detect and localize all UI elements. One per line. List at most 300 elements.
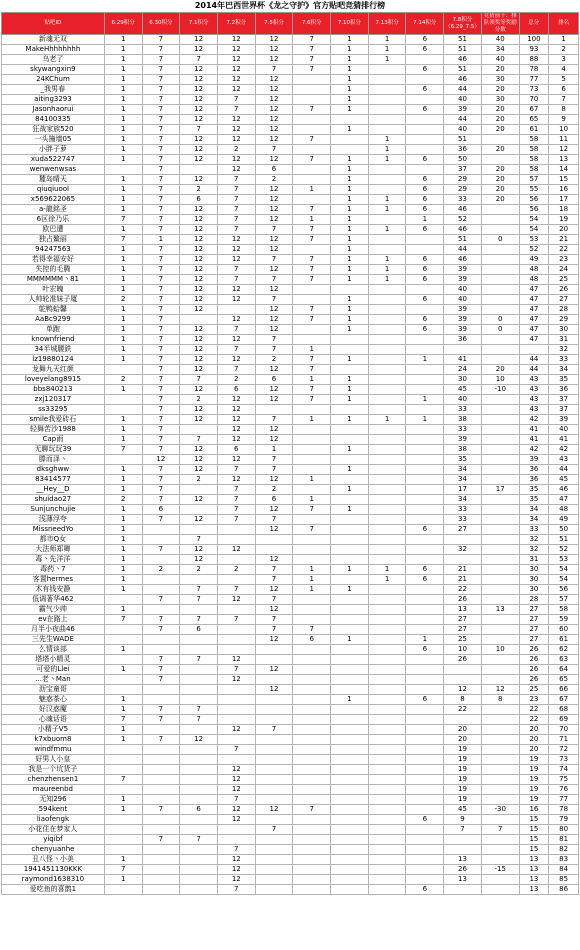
- table-cell: [444, 535, 482, 545]
- table-cell: 1: [104, 275, 142, 285]
- table-row: [2, 135, 579, 145]
- table-cell: [293, 75, 331, 85]
- user-id-cell: windfmmu: [2, 745, 105, 755]
- table-cell: [406, 605, 444, 615]
- table-cell: [104, 655, 142, 665]
- table-cell: -15: [481, 865, 519, 875]
- table-row: [2, 275, 579, 285]
- table-cell: [217, 705, 255, 715]
- table-cell: [368, 725, 406, 735]
- table-cell: 1: [331, 125, 369, 135]
- table-cell: [180, 795, 218, 805]
- table-cell: [406, 785, 444, 795]
- table-cell: [368, 215, 406, 225]
- table-cell: 11: [549, 135, 579, 145]
- table-cell: 12: [180, 545, 218, 555]
- table-body: [2, 35, 579, 895]
- table-cell: [293, 835, 331, 845]
- table-cell: 1: [104, 645, 142, 655]
- user-id-cell: 83414577: [2, 475, 105, 485]
- table-cell: [255, 765, 293, 775]
- table-cell: 7: [142, 495, 180, 505]
- table-cell: 12: [180, 135, 218, 145]
- column-header: 排名: [549, 13, 579, 35]
- table-cell: 12: [217, 315, 255, 325]
- table-cell: [142, 755, 180, 765]
- user-id-cell: 无知296: [2, 795, 105, 805]
- table-cell: 1: [104, 85, 142, 95]
- table-cell: 7: [217, 105, 255, 115]
- table-cell: [142, 695, 180, 705]
- table-cell: [481, 815, 519, 825]
- table-cell: [481, 415, 519, 425]
- table-cell: [444, 715, 482, 725]
- table-cell: 7: [293, 395, 331, 405]
- table-cell: [368, 395, 406, 405]
- table-cell: 53: [519, 235, 549, 245]
- table-cell: [368, 425, 406, 435]
- column-header: 总分: [519, 13, 549, 35]
- table-cell: 7: [142, 395, 180, 405]
- table-cell: 47: [519, 285, 549, 295]
- user-id-cell: lz19880124: [2, 355, 105, 365]
- table-cell: [217, 305, 255, 315]
- table-cell: [180, 725, 218, 735]
- table-cell: 43: [519, 375, 549, 385]
- table-cell: [255, 785, 293, 795]
- column-header: 竞猜前十、排队领奖等奖励分数: [481, 13, 519, 35]
- table-cell: 19: [519, 755, 549, 765]
- table-cell: 44: [519, 355, 549, 365]
- table-cell: [255, 745, 293, 755]
- table-cell: 2: [180, 475, 218, 485]
- table-cell: 12: [180, 75, 218, 85]
- table-cell: 39: [444, 275, 482, 285]
- table-cell: [180, 425, 218, 435]
- table-cell: 1: [331, 235, 369, 245]
- table-cell: 6: [255, 495, 293, 505]
- table-cell: 8: [549, 105, 579, 115]
- table-cell: 27: [444, 525, 482, 535]
- table-cell: 20: [481, 165, 519, 175]
- table-cell: [104, 625, 142, 635]
- table-cell: 12: [255, 215, 293, 225]
- table-cell: 20: [481, 365, 519, 375]
- table-row: [2, 375, 579, 385]
- table-cell: 34: [519, 505, 549, 515]
- table-cell: 7: [142, 485, 180, 495]
- table-cell: 13: [519, 885, 549, 895]
- table-cell: [180, 695, 218, 705]
- table-row: [2, 535, 579, 545]
- table-cell: 33: [549, 355, 579, 365]
- table-cell: 7: [142, 625, 180, 635]
- user-id-cell: 1941451130KKK: [2, 865, 105, 875]
- table-cell: 17: [549, 195, 579, 205]
- table-cell: 1: [331, 195, 369, 205]
- user-id-cell: qiuqiuool: [2, 185, 105, 195]
- table-row: [2, 385, 579, 395]
- table-cell: 1: [104, 555, 142, 565]
- table-row: [2, 655, 579, 665]
- table-cell: [481, 455, 519, 465]
- table-cell: 7: [217, 505, 255, 515]
- table-cell: 34: [481, 45, 519, 55]
- user-id-cell: 我是一个坑货子: [2, 765, 105, 775]
- table-cell: [368, 445, 406, 455]
- table-cell: [481, 525, 519, 535]
- table-cell: [481, 665, 519, 675]
- table-cell: 29: [444, 175, 482, 185]
- table-cell: [217, 825, 255, 835]
- table-cell: 34: [549, 365, 579, 375]
- table-cell: [406, 745, 444, 755]
- user-id-cell: 木有钱安静: [2, 585, 105, 595]
- table-cell: 6: [255, 375, 293, 385]
- table-cell: [368, 855, 406, 865]
- table-cell: 22: [519, 705, 549, 715]
- table-cell: [481, 475, 519, 485]
- table-cell: [481, 345, 519, 355]
- table-cell: [293, 665, 331, 675]
- table-cell: [481, 205, 519, 215]
- table-cell: [255, 855, 293, 865]
- user-id-cell: Jasonhaorui: [2, 105, 105, 115]
- table-cell: 1: [368, 45, 406, 55]
- user-id-cell: 新魂无双: [2, 35, 105, 45]
- table-cell: 19: [444, 795, 482, 805]
- table-row: [2, 715, 579, 725]
- table-cell: 12: [255, 265, 293, 275]
- table-cell: 25: [444, 635, 482, 645]
- table-cell: 12: [180, 295, 218, 305]
- table-cell: 20: [481, 65, 519, 75]
- table-cell: 7: [217, 345, 255, 355]
- table-cell: 12: [255, 35, 293, 45]
- user-id-cell: ss33295: [2, 405, 105, 415]
- table-cell: 7: [142, 655, 180, 665]
- table-cell: [368, 705, 406, 715]
- table-cell: [331, 555, 369, 565]
- table-cell: 7: [217, 845, 255, 855]
- table-cell: [368, 165, 406, 175]
- table-cell: 7: [255, 455, 293, 465]
- table-cell: 20: [444, 735, 482, 745]
- table-cell: 12: [180, 465, 218, 475]
- table-cell: 51: [444, 135, 482, 145]
- table-cell: [142, 825, 180, 835]
- table-cell: 7: [142, 545, 180, 555]
- column-header: 贴吧ID: [2, 13, 105, 35]
- table-cell: 1: [331, 385, 369, 395]
- table-row: [2, 55, 579, 65]
- table-cell: 1: [331, 325, 369, 335]
- table-cell: 1: [331, 75, 369, 85]
- table-cell: 52: [549, 545, 579, 555]
- table-cell: 52: [519, 245, 549, 255]
- user-id-cell: 鸵鸭蛤馨: [2, 305, 105, 315]
- table-cell: 7: [180, 535, 218, 545]
- table-cell: [293, 515, 331, 525]
- table-cell: 12: [255, 115, 293, 125]
- table-cell: [406, 135, 444, 145]
- table-row: [2, 885, 579, 895]
- table-cell: [368, 625, 406, 635]
- table-row: [2, 815, 579, 825]
- table-cell: 40: [444, 285, 482, 295]
- table-cell: 21: [549, 235, 579, 245]
- user-id-cell: 心魂话语: [2, 715, 105, 725]
- table-cell: 7: [217, 585, 255, 595]
- table-cell: 1: [331, 295, 369, 305]
- table-cell: 6: [406, 295, 444, 305]
- table-cell: 1: [104, 95, 142, 105]
- table-row: [2, 735, 579, 745]
- table-row: [2, 115, 579, 125]
- table-cell: 20: [481, 185, 519, 195]
- table-cell: 19: [519, 795, 549, 805]
- table-cell: 1: [406, 635, 444, 645]
- table-cell: 12: [255, 315, 293, 325]
- table-cell: 1: [368, 135, 406, 145]
- table-cell: 1: [368, 575, 406, 585]
- table-cell: 24: [549, 265, 579, 275]
- table-cell: [406, 55, 444, 65]
- table-cell: 1: [104, 75, 142, 85]
- table-cell: [368, 105, 406, 115]
- table-cell: 7: [217, 465, 255, 475]
- table-cell: [406, 95, 444, 105]
- table-cell: [104, 815, 142, 825]
- table-cell: [293, 755, 331, 765]
- table-cell: 7: [104, 615, 142, 625]
- table-row: [2, 495, 579, 505]
- table-cell: 82: [549, 845, 579, 855]
- table-cell: 1: [331, 55, 369, 65]
- table-cell: 12: [217, 455, 255, 465]
- table-cell: 7: [255, 625, 293, 635]
- table-cell: 59: [549, 615, 579, 625]
- table-cell: [406, 465, 444, 475]
- user-id-cell: skywangxin9: [2, 65, 105, 75]
- table-cell: 100: [519, 35, 549, 45]
- table-cell: 12: [180, 115, 218, 125]
- table-cell: 45: [549, 475, 579, 485]
- table-cell: 12: [217, 125, 255, 135]
- table-cell: [331, 135, 369, 145]
- table-cell: 47: [519, 305, 549, 315]
- table-cell: 15: [519, 815, 549, 825]
- table-cell: 1: [104, 575, 142, 585]
- table-cell: 39: [444, 325, 482, 335]
- table-cell: 54: [519, 215, 549, 225]
- user-id-cell: 都市Q女: [2, 535, 105, 545]
- table-cell: 76: [549, 785, 579, 795]
- table-cell: [406, 455, 444, 465]
- table-cell: 33: [444, 515, 482, 525]
- table-cell: 40: [549, 425, 579, 435]
- table-cell: [142, 535, 180, 545]
- table-cell: [293, 535, 331, 545]
- table-row: [2, 365, 579, 375]
- table-cell: [331, 885, 369, 895]
- table-cell: [180, 855, 218, 865]
- user-id-cell: 小胖子萝: [2, 145, 105, 155]
- table-cell: 7: [142, 675, 180, 685]
- table-cell: 12: [217, 765, 255, 775]
- table-cell: [255, 755, 293, 765]
- table-cell: [406, 495, 444, 505]
- table-cell: [217, 715, 255, 725]
- table-cell: 12: [217, 115, 255, 125]
- table-cell: [481, 765, 519, 775]
- table-row: [2, 65, 579, 75]
- table-cell: [406, 585, 444, 595]
- table-cell: [481, 705, 519, 715]
- table-cell: 40: [481, 35, 519, 45]
- table-cell: 1: [368, 265, 406, 275]
- table-cell: [368, 815, 406, 825]
- table-cell: [293, 825, 331, 835]
- table-cell: 2: [217, 145, 255, 155]
- table-cell: [368, 865, 406, 875]
- table-cell: 7: [142, 615, 180, 625]
- table-cell: 71: [549, 735, 579, 745]
- table-cell: 12: [217, 165, 255, 175]
- table-cell: 26: [549, 285, 579, 295]
- table-cell: 1: [104, 35, 142, 45]
- page-title: 2014年巴西世界杯《龙之守护》官方贴吧竞猜排行榜: [194, 1, 386, 10]
- table-cell: [331, 835, 369, 845]
- table-cell: [142, 845, 180, 855]
- table-cell: 7: [217, 485, 255, 495]
- table-cell: 27: [444, 615, 482, 625]
- table-cell: 1: [104, 415, 142, 425]
- table-cell: 1: [331, 305, 369, 315]
- table-cell: [293, 745, 331, 755]
- table-cell: 12: [255, 155, 293, 165]
- table-cell: 6: [406, 105, 444, 115]
- table-cell: 7: [142, 415, 180, 425]
- user-id-cell: 失控的毛腾: [2, 265, 105, 275]
- table-cell: 47: [519, 325, 549, 335]
- table-cell: 7: [142, 715, 180, 725]
- table-cell: 84: [549, 865, 579, 875]
- table-cell: [406, 405, 444, 415]
- table-cell: 12: [255, 385, 293, 395]
- table-cell: 47: [519, 335, 549, 345]
- table-cell: 1: [368, 565, 406, 575]
- table-cell: 12: [217, 545, 255, 555]
- table-cell: 30: [481, 95, 519, 105]
- table-cell: [368, 785, 406, 795]
- table-cell: 39: [444, 265, 482, 275]
- table-cell: [331, 815, 369, 825]
- table-cell: 7: [142, 345, 180, 355]
- column-header: 6.29积分: [104, 13, 142, 35]
- table-cell: 49: [549, 515, 579, 525]
- table-cell: 1: [104, 345, 142, 355]
- user-id-cell: 轻舞苦沙1988: [2, 425, 105, 435]
- table-row: [2, 685, 579, 695]
- table-cell: [104, 635, 142, 645]
- table-cell: 19: [444, 775, 482, 785]
- table-cell: [368, 75, 406, 85]
- table-cell: [481, 505, 519, 515]
- table-cell: 1: [104, 505, 142, 515]
- table-cell: [331, 715, 369, 725]
- table-cell: 80: [549, 825, 579, 835]
- table-cell: [368, 695, 406, 705]
- table-cell: [444, 835, 482, 845]
- table-cell: [331, 365, 369, 375]
- table-cell: 7: [293, 315, 331, 325]
- table-cell: [406, 795, 444, 805]
- table-cell: 7: [481, 825, 519, 835]
- table-cell: [104, 365, 142, 375]
- table-cell: [180, 825, 218, 835]
- table-cell: 12: [180, 285, 218, 295]
- table-cell: [481, 215, 519, 225]
- table-row: [2, 565, 579, 575]
- table-cell: 7: [217, 665, 255, 675]
- table-cell: 1: [293, 475, 331, 485]
- table-cell: 12: [217, 875, 255, 885]
- table-cell: 6: [255, 165, 293, 175]
- table-cell: 10: [444, 645, 482, 655]
- table-cell: 19: [444, 755, 482, 765]
- table-cell: [481, 465, 519, 475]
- table-cell: 7: [142, 35, 180, 45]
- table-cell: [293, 885, 331, 895]
- table-cell: [368, 885, 406, 895]
- table-cell: [481, 395, 519, 405]
- table-cell: [444, 345, 482, 355]
- table-cell: 12: [180, 45, 218, 55]
- table-cell: 42: [519, 445, 549, 455]
- table-cell: 12: [217, 415, 255, 425]
- table-cell: 88: [519, 55, 549, 65]
- table-cell: 1: [331, 225, 369, 235]
- table-cell: 12: [217, 245, 255, 255]
- table-row: [2, 545, 579, 555]
- table-cell: [104, 395, 142, 405]
- table-cell: 2: [549, 45, 579, 55]
- table-cell: [406, 825, 444, 835]
- table-cell: 7: [142, 275, 180, 285]
- table-cell: 36: [549, 385, 579, 395]
- table-cell: 7: [217, 175, 255, 185]
- table-cell: 7: [180, 585, 218, 595]
- table-cell: [293, 685, 331, 695]
- table-cell: 8: [444, 695, 482, 705]
- table-cell: 26: [444, 655, 482, 665]
- table-cell: [406, 685, 444, 695]
- table-cell: 6: [406, 525, 444, 535]
- table-cell: 1: [255, 445, 293, 455]
- table-cell: 20: [481, 175, 519, 185]
- table-cell: [368, 325, 406, 335]
- table-cell: [368, 715, 406, 725]
- table-cell: [180, 485, 218, 495]
- user-id-cell: 么情谈部: [2, 645, 105, 655]
- table-cell: 1: [104, 285, 142, 295]
- table-cell: 12: [255, 365, 293, 375]
- user-id-cell: AaBc9299: [2, 315, 105, 325]
- table-cell: 1: [104, 105, 142, 115]
- table-cell: 7: [217, 265, 255, 275]
- table-cell: [406, 705, 444, 715]
